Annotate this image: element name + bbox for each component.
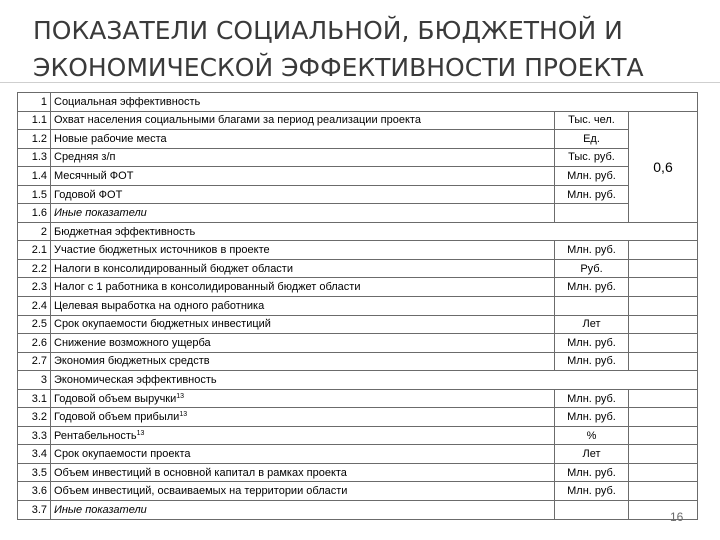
value-cell <box>629 445 698 464</box>
row-number: 1 <box>18 93 51 112</box>
row-number: 2.3 <box>18 278 51 297</box>
indicator-name-text: Целевая выработка на одного работника <box>54 299 265 312</box>
indicator-name-text: Срок окупаемости проекта <box>54 448 191 461</box>
unit-cell: Лет <box>555 445 629 464</box>
indicator-name <box>51 297 555 316</box>
row-number: 1.1 <box>18 111 51 130</box>
indicator-name-text: Рентабельность <box>54 429 137 442</box>
indicator-name-text: Годовой объем выручки <box>54 392 177 405</box>
unit-cell: Ед. <box>555 130 629 149</box>
value-cell: 0,6 <box>629 111 698 222</box>
unit-cell: Тыс. чел. <box>555 111 629 130</box>
indicator-name-text: Налоги в консолидированный бюджет области <box>54 262 293 275</box>
indicator-name <box>51 167 555 186</box>
unit-cell: Млн. руб. <box>555 185 629 204</box>
indicator-name <box>51 185 555 204</box>
row-number: 3.4 <box>18 445 51 464</box>
table-row <box>18 426 698 445</box>
value-cell <box>629 259 698 278</box>
indicator-name-text: Годовой ФОТ <box>54 188 123 201</box>
unit-cell: Лет <box>555 315 629 334</box>
indicator-name <box>51 426 555 445</box>
unit-cell: Млн. руб. <box>555 352 629 371</box>
table-row <box>18 501 698 520</box>
unit-cell: Млн. руб. <box>555 463 629 482</box>
row-number: 2.5 <box>18 315 51 334</box>
unit-cell: Млн. руб. <box>555 278 629 297</box>
unit-cell: Млн. руб. <box>555 241 629 260</box>
table-row <box>18 241 698 260</box>
value-cell <box>629 501 698 520</box>
table-row <box>18 463 698 482</box>
indicator-name <box>51 463 555 482</box>
unit-cell <box>555 501 629 520</box>
table-row <box>18 297 698 316</box>
row-number: 2.6 <box>18 334 51 353</box>
table-row <box>18 315 698 334</box>
indicator-name <box>51 371 698 390</box>
indicator-name-text: Охват населения социальными благами за период реализации проекта <box>54 114 421 127</box>
row-number: 2.4 <box>18 297 51 316</box>
indicator-name-text: Средняя з/п <box>54 151 116 164</box>
indicator-name <box>51 352 555 371</box>
indicator-name-text: Месячный ФОТ <box>54 169 134 182</box>
row-number: 3.3 <box>18 426 51 445</box>
table-row <box>18 334 698 353</box>
table-row <box>18 482 698 501</box>
row-number: 3.1 <box>18 389 51 408</box>
unit-cell <box>555 297 629 316</box>
footnote-ref: 13 <box>176 392 185 400</box>
indicator-name <box>51 93 698 112</box>
indicator-name <box>51 408 555 427</box>
indicator-name <box>51 204 555 223</box>
table-row <box>18 111 698 130</box>
value-cell <box>629 426 698 445</box>
row-number: 2 <box>18 222 51 241</box>
indicator-name-text: Бюджетная эффективность <box>54 225 196 238</box>
row-number: 1.3 <box>18 148 51 167</box>
indicator-name <box>51 334 555 353</box>
section-row <box>18 222 698 241</box>
indicators-table-body <box>18 93 698 520</box>
row-number: 2.7 <box>18 352 51 371</box>
value-cell <box>629 389 698 408</box>
indicator-name <box>51 278 555 297</box>
unit-cell: Тыс. руб. <box>555 148 629 167</box>
table-row <box>18 204 698 223</box>
value-cell <box>629 463 698 482</box>
footnote-ref: 13 <box>136 429 145 437</box>
indicator-name <box>51 222 698 241</box>
unit-cell: Млн. руб. <box>555 389 629 408</box>
indicator-name <box>51 389 555 408</box>
title-divider <box>0 82 720 83</box>
indicator-name <box>51 501 555 520</box>
unit-cell: % <box>555 426 629 445</box>
table-row <box>18 148 698 167</box>
row-number: 3.6 <box>18 482 51 501</box>
indicator-name-text: Срок окупаемости бюджетных инвестиций <box>54 318 271 331</box>
indicator-name-text: Объем инвестиций в основной капитал в рамках проекта <box>54 466 347 479</box>
indicator-name <box>51 259 555 278</box>
indicator-name <box>51 445 555 464</box>
value-cell <box>629 278 698 297</box>
row-number: 1.4 <box>18 167 51 186</box>
table-row <box>18 278 698 297</box>
row-number: 1.6 <box>18 204 51 223</box>
table-row <box>18 185 698 204</box>
indicator-name <box>51 111 555 130</box>
unit-cell: Млн. руб. <box>555 482 629 501</box>
unit-cell <box>555 204 629 223</box>
section-row <box>18 371 698 390</box>
value-cell <box>629 334 698 353</box>
row-number: 3.5 <box>18 463 51 482</box>
indicator-name-text: Экономия бюджетных средств <box>54 355 210 368</box>
indicator-name-text: Налог с 1 работника в консолидированный бюджет области <box>54 281 361 294</box>
indicator-name-text: Экономическая эффективность <box>54 373 217 386</box>
value-cell <box>629 315 698 334</box>
table-row <box>18 167 698 186</box>
row-number: 3 <box>18 371 51 390</box>
indicator-name <box>51 315 555 334</box>
footnote-ref: 13 <box>179 411 188 419</box>
row-number: 3.7 <box>18 501 51 520</box>
slide-title-line-2: ЭКОНОМИЧЕСКОЙ ЭФФЕКТИВНОСТИ ПРОЕКТА <box>33 53 644 82</box>
value-cell <box>629 482 698 501</box>
table-row <box>18 389 698 408</box>
value-cell <box>629 241 698 260</box>
indicator-name-text: Снижение возможного ущерба <box>54 336 211 349</box>
slide-title-line-1: ПОКАЗАТЕЛИ СОЦИАЛЬНОЙ, БЮДЖЕТНОЙ И <box>33 16 623 45</box>
table-row <box>18 352 698 371</box>
indicator-name-text: Годовой объем прибыли <box>54 411 180 424</box>
indicator-name <box>51 130 555 149</box>
unit-cell: Млн. руб. <box>555 408 629 427</box>
row-number: 2.1 <box>18 241 51 260</box>
indicator-name <box>51 482 555 501</box>
row-number: 3.2 <box>18 408 51 427</box>
indicator-name-text: Объем инвестиций, осваиваемых на территории области <box>54 485 348 498</box>
indicator-name <box>51 148 555 167</box>
unit-cell: Млн. руб. <box>555 334 629 353</box>
value-cell <box>629 297 698 316</box>
unit-cell: Млн. руб. <box>555 167 629 186</box>
table-row <box>18 130 698 149</box>
unit-cell: Руб. <box>555 259 629 278</box>
table-row <box>18 445 698 464</box>
row-number: 1.2 <box>18 130 51 149</box>
table-row <box>18 259 698 278</box>
slide-title <box>33 12 693 86</box>
row-number: 1.5 <box>18 185 51 204</box>
section-row <box>18 93 698 112</box>
value-cell <box>629 352 698 371</box>
table-row <box>18 408 698 427</box>
indicators-table <box>17 92 698 520</box>
indicator-name-text: Социальная эффективность <box>54 95 201 108</box>
indicator-name-text: Иные показатели <box>54 503 147 516</box>
indicator-name-text: Новые рабочие места <box>54 132 167 145</box>
indicator-name <box>51 241 555 260</box>
indicator-name-text: Иные показатели <box>54 207 147 220</box>
value-cell <box>629 408 698 427</box>
indicator-name-text: Участие бюджетных источников в проекте <box>54 244 270 257</box>
page-number: 16 <box>670 510 684 524</box>
row-number: 2.2 <box>18 259 51 278</box>
